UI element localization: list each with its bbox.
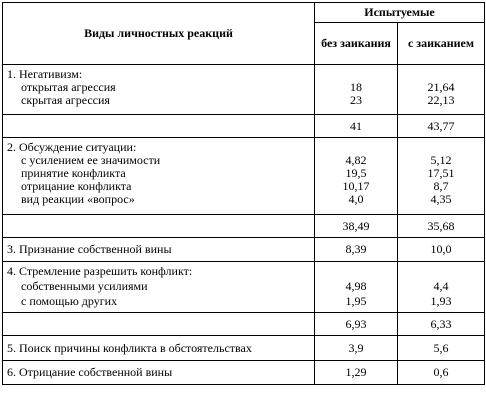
table-cell: 5,12: [430, 153, 452, 167]
table-cell: 22,13: [427, 93, 455, 107]
table-cell: 1,93: [430, 294, 452, 308]
no-stutter-values: [315, 65, 398, 115]
table-cell: 10,0: [398, 238, 485, 262]
group-row: [3, 238, 485, 262]
reactions-table: [2, 2, 485, 385]
with-stutter-values: [398, 138, 485, 215]
with-stutter-values: [398, 262, 485, 313]
table-cell: 3,9: [315, 336, 398, 361]
item-label: с усилением ее значимости: [21, 153, 161, 167]
group-label-cell: [3, 65, 315, 115]
group-title: 2. Обсуждение ситуации:: [7, 140, 137, 154]
table-cell: 5,6: [398, 336, 485, 361]
group-label-cell: [3, 138, 315, 215]
total-label-cell: [3, 115, 315, 138]
group-title: 3. Признание собственной вины: [3, 238, 315, 262]
subjects-header: Испытуемые: [315, 3, 485, 23]
total-label-cell: [3, 313, 315, 336]
table-cell: 43,77: [398, 115, 485, 138]
no-stutter-values: [315, 138, 398, 215]
table-cell: 19,5: [345, 166, 367, 180]
table-cell: 4,0: [348, 192, 364, 206]
table-cell: 1,95: [345, 294, 367, 308]
reaction-types-header: Виды личностных реакций: [3, 3, 315, 65]
table-cell: 23: [350, 93, 362, 107]
with-stutter-values: [398, 65, 485, 115]
group-row: [3, 336, 485, 361]
group-row: [3, 361, 485, 385]
with-stutter-header: с заиканием: [398, 23, 485, 65]
group-title: 6. Отрицание собственной вины: [3, 361, 315, 385]
group-title: 4. Стремление разрешить конфликт:: [7, 264, 193, 278]
table-cell: 6,33: [398, 313, 485, 336]
table-cell: 35,68: [398, 215, 485, 238]
table-header-row: [3, 3, 485, 23]
table-cell: 10,17: [342, 179, 370, 193]
item-label: принятие конфликта: [21, 166, 126, 180]
item-label: отрицание конфликта: [21, 179, 132, 193]
item-label: открытая агрессия: [21, 80, 116, 94]
group-label-cell: [3, 262, 315, 313]
total-row: [3, 215, 485, 238]
group-title: 1. Негативизм:: [7, 67, 83, 81]
group-row: [3, 65, 485, 115]
table-cell: 8,39: [315, 238, 398, 262]
item-label: вид реакции «вопрос»: [21, 192, 135, 206]
table-cell: 4,82: [345, 153, 367, 167]
total-row: [3, 115, 485, 138]
item-label: скрытая агрессия: [21, 93, 110, 107]
total-label-cell: [3, 215, 315, 238]
item-label: собственными усилиями: [21, 279, 148, 293]
no-stutter-header: без заикания: [315, 23, 398, 65]
table-cell: 18: [350, 80, 362, 94]
table-cell: 1,29: [315, 361, 398, 385]
table-cell: 17,51: [427, 166, 455, 180]
table-cell: 8,7: [433, 179, 449, 193]
table-cell: 6,93: [315, 313, 398, 336]
group-title: 5. Поиск причины конфликта в обстоятельствах: [3, 336, 315, 361]
table-cell: 41: [315, 115, 398, 138]
no-stutter-values: [315, 262, 398, 313]
item-label: с помощью других: [21, 294, 118, 308]
table-cell: 4,35: [430, 192, 452, 206]
table-cell: 0,6: [398, 361, 485, 385]
group-row: [3, 138, 485, 215]
table-cell: 4,98: [345, 279, 367, 293]
total-row: [3, 313, 485, 336]
group-row: [3, 262, 485, 313]
table-cell: 38,49: [315, 215, 398, 238]
table-cell: 21,64: [427, 80, 455, 94]
table-cell: 4,4: [433, 279, 449, 293]
